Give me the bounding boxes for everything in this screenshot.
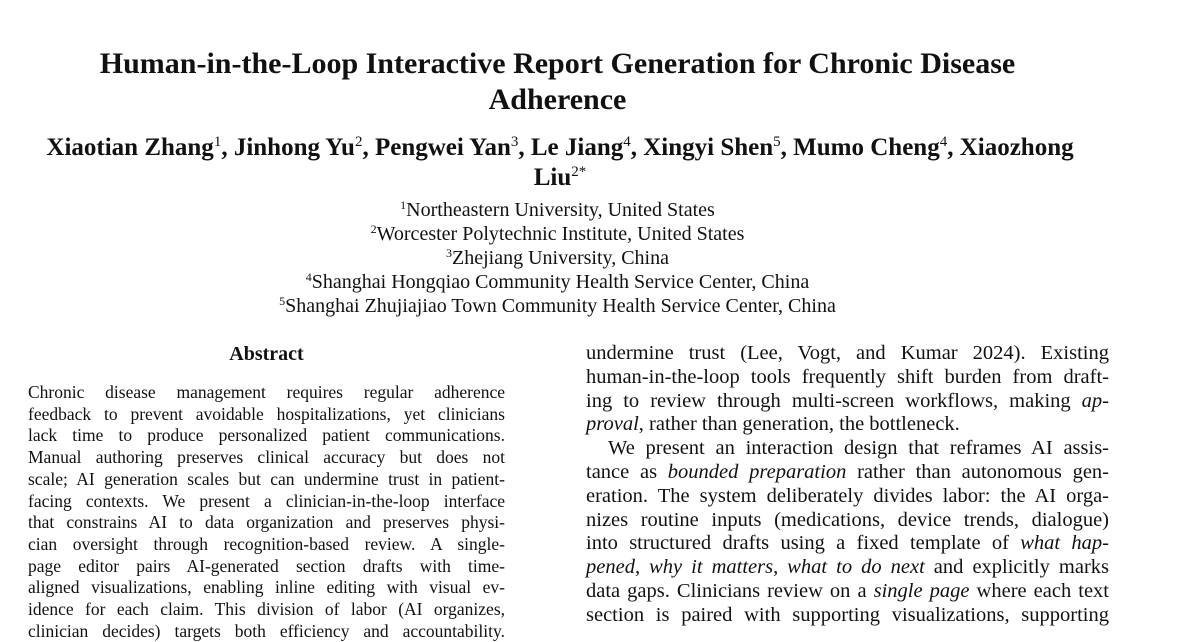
body-line: tance as bounded preparation rather than autonomous gen- xyxy=(586,460,1109,483)
author-list: Xiaotian Zhang$^1$, Jinhong Yu$^2$, Pengwei Yan$^3$, Le Jiang$^4$, Xingyi Shen$^5$, Mumo Cheng$^4$, Xiaozhong Liu$^{2*}$ xyxy=(46,134,1074,191)
abstract-line: Chronic disease management requires regular adherence xyxy=(28,382,505,402)
abstract-line: idence for each claim. This division of labor (AI organizes, xyxy=(28,599,505,620)
abstract-line: aligned visualizations, enabling inline editing with visual ev- xyxy=(28,577,505,598)
paper-title xyxy=(0,46,1115,118)
author-name: Mumo Cheng xyxy=(793,134,940,161)
body-paragraph-1 xyxy=(586,342,1109,437)
abstract-line: lack time to produce personalized patient communications. xyxy=(28,425,505,446)
body-paragraph-2 xyxy=(586,437,1109,627)
abstract-line: clinician decides) targets both efficiency and accountability. xyxy=(28,620,505,641)
author-name: Xingyi Shen xyxy=(643,134,774,161)
right-column xyxy=(586,342,1109,628)
abstract-line: facing contexts. We present a clinician-in-the-loop interface xyxy=(28,490,505,511)
author-affil-mark: 3 xyxy=(510,134,519,150)
affiliation: $^4$Shanghai Hongqiao Community Health Service Center, China xyxy=(305,269,810,293)
author-affil-mark: 4 xyxy=(623,134,631,150)
abstract-line: feedback to prevent avoidable hospitalizations, yet clinicians xyxy=(28,403,505,424)
body-line: ing to review through multi-screen workflows, making ap- xyxy=(586,389,1109,412)
author-affil-mark: 5 xyxy=(773,134,781,150)
body-line: section is paired with supporting visualizations, supporting xyxy=(586,603,1109,626)
body-line: We present an interaction design that reframes AI assis- xyxy=(608,437,1109,460)
abstract-line: scale; AI generation scales but can undermine trust in patient- xyxy=(28,468,505,489)
title-line-1: Human-in-the-Loop Interactive Report Generation for Chronic Disease xyxy=(99,47,1016,80)
affiliation: $^5$Shanghai Zhujiajiao Town Community Health Service Center, China xyxy=(279,293,836,317)
abstract-line: page editor pairs AI-generated section drafts with time- xyxy=(28,555,505,576)
affiliation: $^2$Worcester Polytechnic Institute, United States xyxy=(370,221,745,245)
abstract-line: cian oversight through recognition-based review. A single- xyxy=(28,533,505,554)
author-name: Pengwei Yan xyxy=(374,134,511,161)
abstract-line: Manual authoring preserves clinical accuracy but does not xyxy=(28,447,505,468)
affiliation-list xyxy=(0,198,1115,318)
left-column xyxy=(28,340,505,642)
author-name: Xiaotian Zhang xyxy=(46,134,214,161)
abstract-body xyxy=(28,382,505,642)
affiliation: $^3$Zhejiang University, China xyxy=(446,245,669,269)
body-line: into structured drafts using a fixed template of what hap- xyxy=(586,532,1109,555)
author-affil-mark: 2 xyxy=(354,134,363,150)
body-line: pened, why it matters, what to do next and explicitly marks xyxy=(586,556,1109,579)
author-affil-mark: 1 xyxy=(213,134,222,150)
author-name: Le Jiang xyxy=(530,134,624,161)
body-line: undermine trust (Lee, Vogt, and Kumar 2024). Existing xyxy=(586,342,1109,364)
body-line: proval, rather than generation, the bottleneck. xyxy=(586,413,960,436)
abstract-heading: Abstract xyxy=(229,343,304,365)
author-affil-mark: 2* xyxy=(571,164,587,180)
author-name: Xiaozhong xyxy=(959,134,1074,161)
author-name: Jinhong Yu xyxy=(233,134,355,161)
body-line: eration. The system deliberately divides labor: the AI orga- xyxy=(586,484,1109,507)
author-affil-mark: 4 xyxy=(939,134,948,150)
body-line: nizes routine inputs (medications, device trends, dialogue) xyxy=(586,508,1109,531)
title-line-2: Adherence xyxy=(488,83,627,116)
body-line: human-in-the-loop tools frequently shift burden from draft- xyxy=(586,365,1109,388)
affiliation: $^1$Northeastern University, United States xyxy=(400,197,715,221)
author-name: Liu xyxy=(533,164,572,191)
body-line: data gaps. Clinicians review on a single page where each text xyxy=(586,579,1109,602)
abstract-line: that constrains AI to data organization and preserves physi- xyxy=(28,512,505,533)
